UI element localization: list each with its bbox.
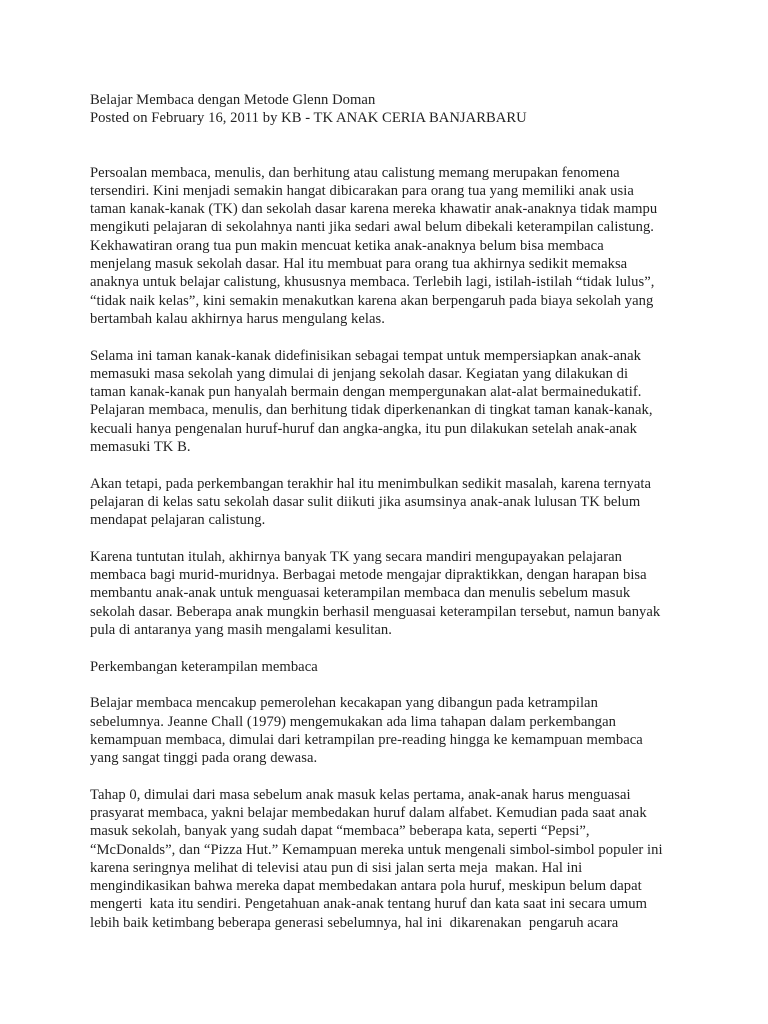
- article-paragraphs: [90, 164, 730, 932]
- text-line: memasuki TK B.: [90, 439, 191, 456]
- text-line: taman kanak-kanak pun hanyalah bermain dengan mempergunakan alat-alat bermainedukatif.: [90, 384, 642, 401]
- text-line: taman kanak-kanak (TK) dan sekolah dasar karena mereka khawatir anak-anaknya tidak mampu: [90, 201, 658, 218]
- paragraph: [90, 694, 730, 767]
- text-line: mendapat pelajaran calistung.: [90, 512, 266, 529]
- text-line: Akan tetapi, pada perkembangan terakhir hal itu menimbulkan sedikit masalah, karena ternyata: [90, 475, 651, 492]
- text-line: tersendiri. Kini menjadi semakin hangat dibicarakan para orang tua yang memiliki anak usia: [90, 182, 634, 199]
- paragraph: [90, 347, 730, 457]
- text-line: Perkembangan keterampilan membaca: [90, 658, 318, 675]
- article-title: Belajar Membaca dengan Metode Glenn Doman: [90, 92, 376, 108]
- document-body: [90, 91, 730, 932]
- paragraph: [90, 786, 730, 932]
- text-line: anaknya untuk belajar calistung, khususnya membaca. Terlebih lagi, istilah-istilah “tidak lulus”,: [90, 274, 655, 291]
- posted-byline: Posted on February 16, 2011 by KB - TK ANAK CERIA BANJARBARU: [90, 110, 527, 127]
- paragraph-spacer: [90, 456, 730, 474]
- text-line: sebelumnya. Jeanne Chall (1979) mengemukakan ada lima tahapan dalam perkembangan: [90, 713, 616, 730]
- text-line: mengerti kata itu sendiri. Pengetahuan anak-anak tentang huruf dan kata saat ini secara umum: [90, 896, 647, 913]
- text-line: Belajar membaca mencakup pemerolehan kecakapan yang dibangun pada ketrampilan: [90, 695, 598, 712]
- text-line: “tidak naik kelas”, kini semakin menakutkan karena akan berpengaruh pada biaya sekolah yang: [90, 292, 654, 309]
- text-line: lebih baik ketimbang beberapa generasi sebelumnya, hal ini dikarenakan pengaruh acara: [90, 914, 619, 931]
- text-line: Selama ini taman kanak-kanak didefinisikan sebagai tempat untuk mempersiapkan anak-anak: [90, 347, 642, 364]
- text-line: karena seringnya melihat di televisi atau pun di sisi jalan serta meja makan. Hal ini: [90, 859, 583, 876]
- text-line: kemampuan membaca, dimulai dari ketrampilan pre-reading hingga ke kemampuan membaca: [90, 731, 643, 748]
- text-line: memasuki masa sekolah yang dimulai di jenjang sekolah dasar. Kegiatan yang dilakukan di: [90, 365, 629, 382]
- paragraph-spacer: [90, 639, 730, 657]
- text-line: pula di antaranya yang masih mengalami kesulitan.: [90, 622, 392, 639]
- text-line: mengindikasikan bahwa mereka dapat membedakan antara pola huruf, meskipun belum dapat: [90, 878, 642, 895]
- text-line: pelajaran di kelas satu sekolah dasar sulit diikuti jika asumsinya anak-anak lulusan TK belum: [90, 493, 641, 510]
- paragraph-spacer: [90, 767, 730, 785]
- text-line: Kekhawatiran orang tua pun makin mencuat ketika anak-anaknya belum bisa membaca: [90, 237, 604, 254]
- paragraph-spacer: [90, 676, 730, 694]
- header-spacer: [90, 128, 730, 164]
- text-line: Karena tuntutan itulah, akhirnya banyak TK yang secara mandiri mengupayakan pelajaran: [90, 548, 622, 565]
- text-line: Pelajaran membaca, menulis, dan berhitung tidak diperkenankan di tingkat taman kanak-kanak,: [90, 402, 653, 419]
- text-line: yang sangat tinggi pada orang dewasa.: [90, 750, 318, 767]
- text-line: sekolah dasar. Beberapa anak mungkin berhasil menguasai keterampilan tersebut, namun banyak: [90, 603, 661, 620]
- paragraph-spacer: [90, 328, 730, 346]
- paragraph-spacer: [90, 530, 730, 548]
- paragraph: [90, 548, 730, 639]
- text-line: bertambah kalau akhirnya harus mengulang kelas.: [90, 310, 385, 327]
- paragraph: [90, 475, 730, 530]
- text-line: menjelang masuk sekolah dasar. Hal itu membuat para orang tua akhirnya sedikit memaksa: [90, 256, 628, 273]
- text-line: kecuali hanya pengenalan huruf-huruf dan angka-angka, itu pun dilakukan setelah anak-anak: [90, 420, 638, 437]
- section-heading: [90, 658, 730, 676]
- text-line: masuk sekolah, banyak yang sudah dapat “membaca” beberapa kata, seperti “Pepsi”,: [90, 823, 590, 840]
- text-line: prasyarat membaca, yakni belajar membedakan huruf dalam alfabet. Kemudian pada saat anak: [90, 804, 647, 821]
- paragraph: [90, 164, 730, 329]
- text-line: Tahap 0, dimulai dari masa sebelum anak masuk kelas pertama, anak-anak harus menguasai: [90, 786, 631, 803]
- text-line: mengikuti pelajaran di sekolahnya nanti jika sedari awal belum dibekali keterampilan calistung.: [90, 219, 654, 236]
- text-line: membantu anak-anak untuk menguasai keterampilan membaca dan menulis sebelum masuk: [90, 585, 631, 602]
- text-line: “McDonalds”, dan “Pizza Hut.” Kemampuan mereka untuk mengenali simbol-simbol populer ini: [90, 841, 663, 858]
- text-line: Persoalan membaca, menulis, dan berhitung atau calistung memang merupakan fenomena: [90, 164, 620, 181]
- text-line: membaca bagi murid-muridnya. Berbagai metode mengajar dipraktikkan, dengan harapan bisa: [90, 567, 647, 584]
